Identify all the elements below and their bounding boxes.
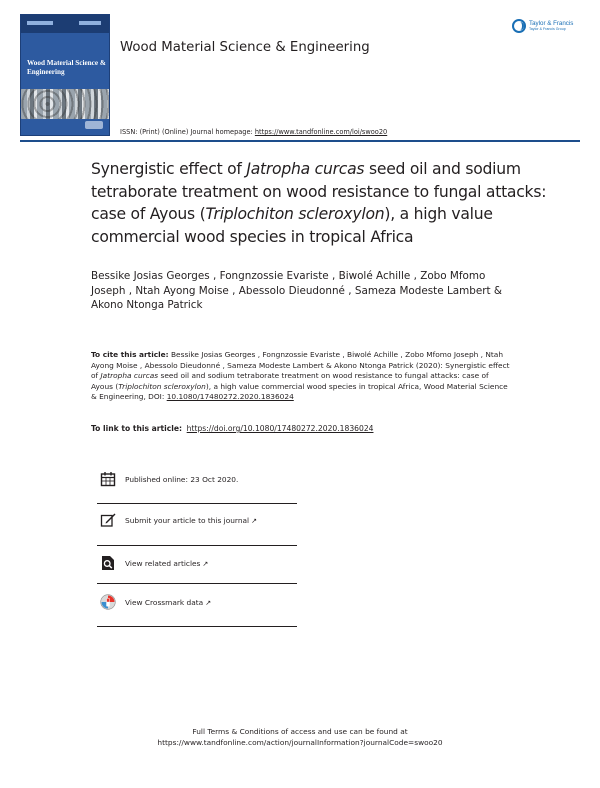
title-part-2: seed oil and sodium tetraborate treatment on wood resistance to fungal attacks: case of Ayous ( bbox=[91, 160, 547, 224]
cover-publisher-logo bbox=[85, 121, 103, 129]
publisher-logo-sub: Taylor & Francis Group bbox=[529, 27, 566, 31]
terms-footer bbox=[0, 726, 600, 748]
article-link-label: To link to this article: bbox=[91, 424, 185, 433]
citation-text-3: ), a high value commercial wood species in tropical Africa, Wood Material Science & Engineering, DOI: bbox=[91, 381, 508, 401]
article-title bbox=[91, 158, 561, 248]
crossmark-link[interactable] bbox=[125, 598, 211, 607]
citation-block bbox=[91, 350, 511, 403]
published-online-text: Published online: 23 Oct 2020. bbox=[125, 475, 239, 484]
citation-species-2: Triplochiton scleroxylon bbox=[118, 381, 206, 391]
title-species-1: Jatropha curcas bbox=[246, 160, 365, 178]
info-divider bbox=[97, 545, 297, 546]
cover-top-bar bbox=[21, 15, 109, 33]
related-articles-label: View related articles bbox=[125, 559, 201, 568]
article-doi-url[interactable]: https://doi.org/10.1080/17480272.2020.1836024 bbox=[186, 424, 374, 433]
related-articles-row[interactable] bbox=[97, 555, 297, 595]
external-link-icon: ↗ bbox=[251, 517, 257, 525]
header-divider bbox=[20, 140, 580, 142]
crossmark-row[interactable] bbox=[97, 594, 297, 634]
submit-article-row[interactable] bbox=[97, 512, 297, 552]
terms-url[interactable]: https://www.tandfonline.com/action/journalInformation?journalCode=swoo20 bbox=[157, 738, 443, 747]
submit-article-label: Submit your article to this journal bbox=[125, 516, 250, 525]
cover-title: Wood Material Science & Engineering bbox=[27, 59, 106, 76]
issn-text: ISSN: (Print) (Online) Journal homepage: bbox=[120, 128, 255, 136]
related-articles-link[interactable] bbox=[125, 559, 208, 568]
issn-line bbox=[120, 128, 387, 136]
journal-name[interactable]: Wood Material Science & Engineering bbox=[120, 40, 370, 55]
title-part-1: Synergistic effect of bbox=[91, 160, 247, 178]
title-species-2: Triplochiton scleroxylon bbox=[205, 205, 385, 224]
citation-doi-link[interactable]: 10.1080/17480272.2020.1836024 bbox=[166, 392, 294, 401]
terms-line-1: Full Terms & Conditions of access and use can be found at bbox=[192, 727, 408, 736]
info-divider bbox=[97, 503, 297, 504]
crossmark-icon bbox=[100, 594, 116, 610]
journal-homepage-link[interactable]: https://www.tandfonline.com/loi/swoo20 bbox=[254, 128, 388, 136]
title-part-3: ), a high value commercial wood species in tropical Africa bbox=[91, 205, 493, 246]
external-link-icon: ↗ bbox=[205, 599, 212, 607]
taylor-francis-icon bbox=[512, 19, 526, 33]
publisher-logo-name: Taylor & Francis bbox=[529, 20, 574, 27]
citation-label: To cite this article: bbox=[91, 350, 169, 359]
edit-icon bbox=[100, 512, 116, 528]
citation-text-1: Bessike Josias Georges , Fongnzossie Evariste , Biwolé Achille , Zobo Mfomo Joseph , Ntah Ayong Moise , Abessolo Dieudonné , Sameza Modeste Lambert & Akono Ntonga Patrick (2020): Synergistic effect of bbox=[91, 350, 510, 380]
citation-text-2: seed oil and sodium tetraborate treatment on wood resistance to fungal attacks: case of Ayous ( bbox=[91, 371, 489, 391]
article-authors: Bessike Josias Georges , Fongnzossie Evariste , Biwolé Achille , Zobo Mfomo Joseph , Ntah Ayong Moise , Abessolo Dieudonné , Sameza Modeste Lambert & Akono Ntonga Patrick bbox=[91, 270, 502, 312]
cover-micrograph-band bbox=[21, 89, 109, 119]
calendar-icon bbox=[100, 471, 116, 487]
publisher-logo[interactable] bbox=[512, 17, 584, 35]
submit-article-link[interactable] bbox=[125, 516, 257, 525]
search-icon bbox=[100, 555, 116, 571]
article-link-line bbox=[91, 424, 373, 433]
info-divider bbox=[97, 583, 297, 584]
info-divider bbox=[97, 626, 297, 627]
external-link-icon: ↗ bbox=[202, 560, 209, 568]
journal-cover-image bbox=[20, 14, 110, 136]
published-online-row bbox=[97, 471, 297, 511]
citation-species-1: Jatropha curcas bbox=[100, 371, 159, 380]
crossmark-label: View Crossmark data bbox=[125, 598, 204, 607]
